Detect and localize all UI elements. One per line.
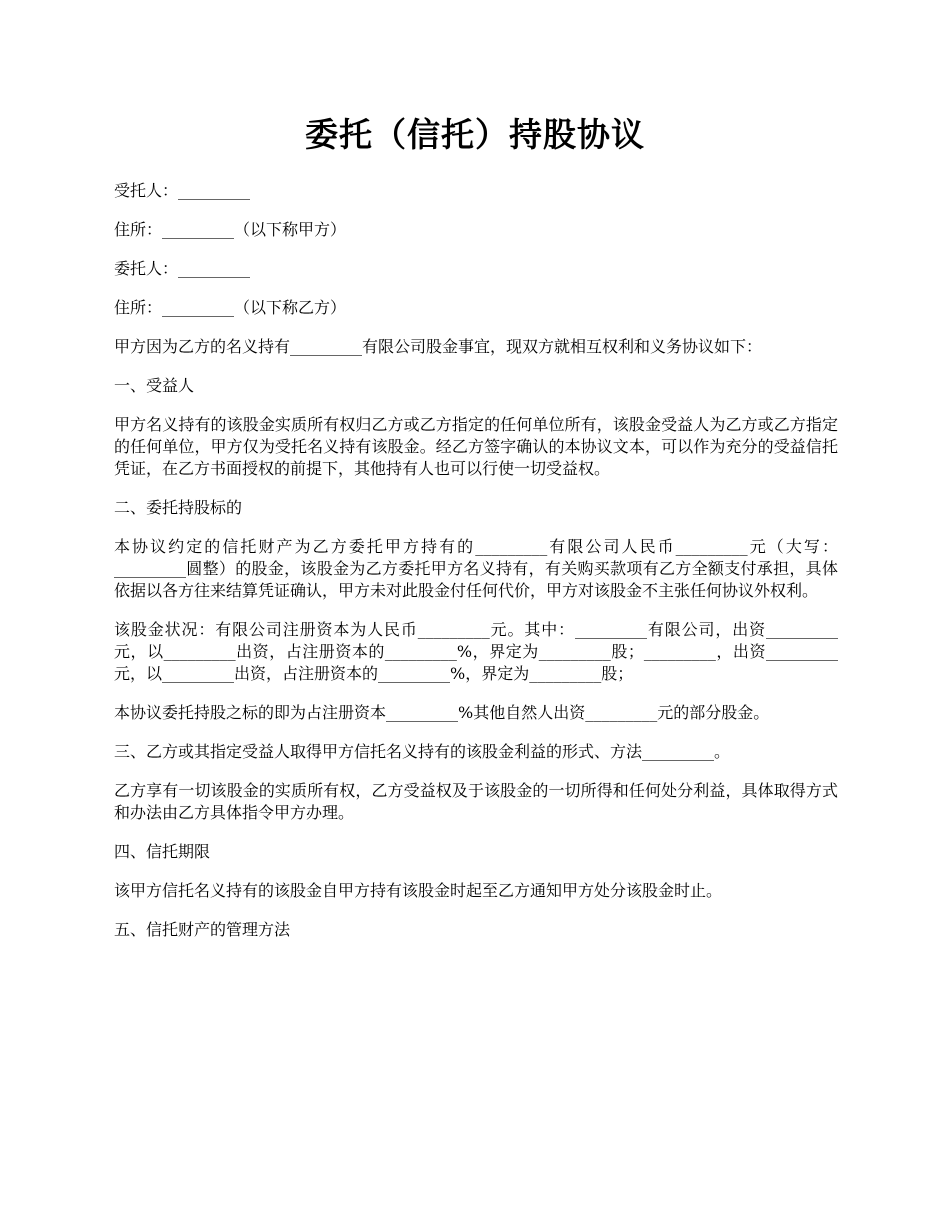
trustee-address-line: 住所：_________（以下称甲方）: [114, 220, 347, 239]
section-heading-subject: 二、委托持股标的: [114, 498, 243, 517]
document-title: 委托（信托）持股协议: [305, 115, 645, 154]
share-status-paragraph: 该股金状况：有限公司注册资本为人民币_________元。其中：_________有限公司，出资_________元，以_________出资，占注册资本的_________%，界定为_________股；_________，出资_________元，以_________出资，占注册资本的_________%，界定为_________股；: [114, 620, 838, 683]
trustee-line: 受托人：_________: [114, 181, 251, 200]
section-heading-management: 五、信托财产的管理方法: [114, 920, 291, 939]
section-heading-beneficiary: 一、受益人: [114, 376, 195, 395]
beneficiary-paragraph: 甲方名义持有的该股金实质所有权归乙方或乙方指定的任何单位所有，该股金受益人为乙方或乙方指定的任何单位，甲方仅为受托名义持有该股金。经乙方签字确认的本协议文本，可以作为充分的受益信托凭证，在乙方书面授权的前提下，其他持有人也可以行使一切受益权。: [114, 415, 838, 478]
trustor-address-line: 住所：_________（以下称乙方）: [114, 298, 347, 317]
section-heading-benefit-method: 三、乙方或其指定受益人取得甲方信托名义持有的该股金利益的形式、方法_________。: [114, 742, 731, 761]
subject-scope-paragraph: 本协议委托持股之标的即为占注册资本_________%其他自然人出资_________元的部分股金。: [114, 703, 770, 722]
trustor-line: 委托人：_________: [114, 259, 251, 278]
section-heading-term: 四、信托期限: [114, 842, 211, 861]
term-paragraph: 该甲方信托名义持有的该股金自甲方持有该股金时起至乙方通知甲方处分该股金时止。: [114, 881, 723, 900]
subject-paragraph: 本协议约定的信托财产为乙方委托甲方持有的_________有限公司人民币_________元（大写：_________圆整）的股金，该股金为乙方委托甲方名义持有，有关购买款项有乙方全额支付承担，具体依据以各方往来结算凭证确认，甲方未对此股金付任何代价，甲方对该股金不主张任何协议外权利。: [114, 537, 838, 600]
benefit-method-paragraph: 乙方享有一切该股金的实质所有权，乙方受益权及于该股金的一切所得和任何处分利益，具体取得方式和办法由乙方具体指令甲方办理。: [114, 781, 838, 822]
preamble-paragraph: 甲方因为乙方的名义持有_________有限公司股金事宜，现双方就相互权利和义务协议如下：: [114, 337, 763, 356]
document-body: [114, 180, 838, 958]
